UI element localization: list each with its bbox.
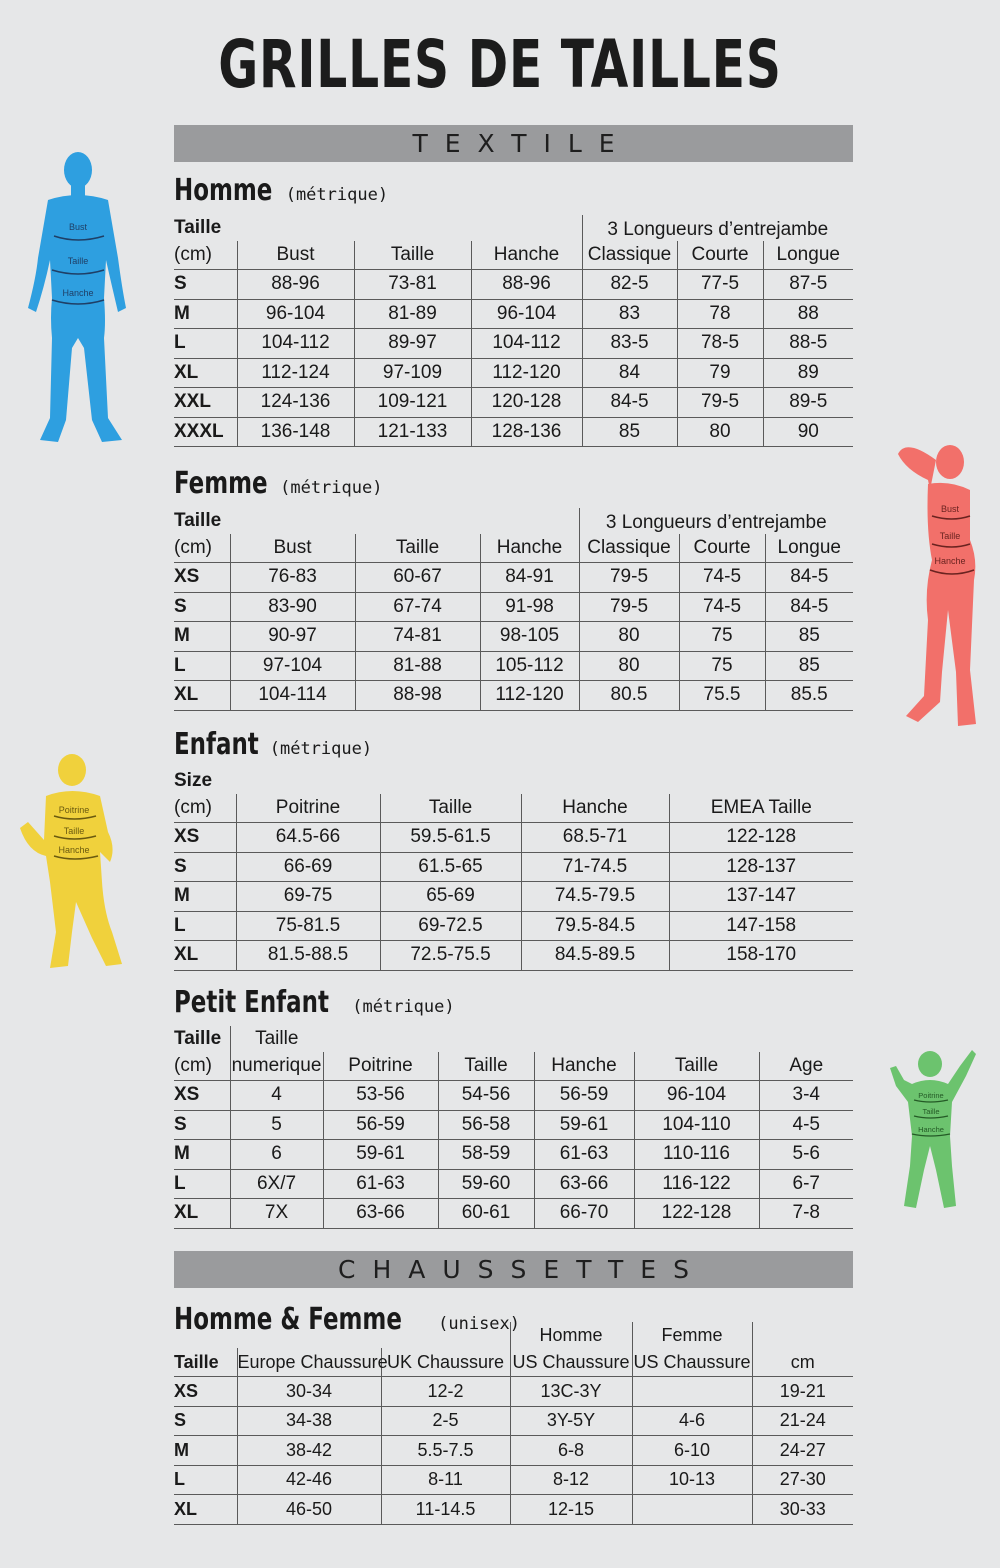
value-cell: 158-170 xyxy=(669,941,853,971)
value-cell: 79-5 xyxy=(579,563,679,593)
value-cell: 128-137 xyxy=(669,852,853,882)
value-cell: 112-124 xyxy=(237,358,354,388)
table-header-row xyxy=(174,508,853,534)
page-title: GRILLES DE TAILLES xyxy=(218,26,782,103)
value-cell: 2-5 xyxy=(381,1406,510,1436)
enfant-section-title xyxy=(174,727,372,762)
header-group-cell: 3 Longueurs d’entrejambe xyxy=(582,215,853,241)
value-cell: 85.5 xyxy=(765,681,853,711)
value-cell: 81.5-88.5 xyxy=(236,941,380,971)
value-cell: 80 xyxy=(677,417,763,447)
size-label-cell: XXL xyxy=(174,388,237,418)
value-cell: 56-59 xyxy=(534,1081,634,1111)
value-cell: 7X xyxy=(230,1199,323,1229)
man-figure-icon xyxy=(22,148,134,448)
value-cell: 84 xyxy=(582,358,677,388)
value-cell: 84-5 xyxy=(765,592,853,622)
value-cell: 75.5 xyxy=(679,681,765,711)
value-cell: 59-60 xyxy=(438,1169,534,1199)
value-cell: 75 xyxy=(679,651,765,681)
value-cell: 13C-3Y xyxy=(510,1377,632,1407)
textile-band xyxy=(174,125,853,162)
value-cell: 80.5 xyxy=(579,681,679,711)
homme-size-table xyxy=(174,215,853,447)
header-cell: numerique xyxy=(230,1052,323,1081)
value-cell: 112-120 xyxy=(480,681,579,711)
table-row xyxy=(174,622,853,652)
petit-enfant-title: Petit Enfant xyxy=(174,985,329,1020)
table-row xyxy=(174,358,853,388)
header-cell: Courte xyxy=(677,241,763,270)
chaussettes-size-table xyxy=(174,1322,853,1525)
value-cell: 124-136 xyxy=(237,388,354,418)
table-row xyxy=(174,1110,853,1140)
value-cell: 4-5 xyxy=(759,1110,853,1140)
value-cell: 3-4 xyxy=(759,1081,853,1111)
header-cell: (cm) xyxy=(174,1052,230,1081)
size-label-cell: XS xyxy=(174,823,236,853)
value-cell: 88-98 xyxy=(355,681,480,711)
value-cell: 64.5-66 xyxy=(236,823,380,853)
table-row xyxy=(174,681,853,711)
value-cell: 137-147 xyxy=(669,882,853,912)
value-cell: 74-81 xyxy=(355,622,480,652)
value-cell: 84.5-89.5 xyxy=(521,941,669,971)
value-cell: 89 xyxy=(763,358,853,388)
size-label-cell: S xyxy=(174,592,230,622)
value-cell: 10-13 xyxy=(632,1465,752,1495)
size-label-cell: L xyxy=(174,651,230,681)
table-row xyxy=(174,563,853,593)
table-row xyxy=(174,270,853,300)
femme-size-table xyxy=(174,508,853,711)
value-cell: 81-88 xyxy=(355,651,480,681)
table-row xyxy=(174,823,853,853)
petit-enfant-subtitle: (métrique) xyxy=(352,997,455,1017)
chaussettes-band-label: CHAUSSETTES xyxy=(338,1255,706,1284)
value-cell: 69-72.5 xyxy=(380,911,521,941)
value-cell: 8-11 xyxy=(381,1465,510,1495)
child-hanche-label: Hanche xyxy=(58,845,90,855)
header-cell: Taille xyxy=(230,1026,323,1052)
header-cell: Hanche xyxy=(534,1052,634,1081)
size-label-cell: XS xyxy=(174,1377,237,1407)
femme-section-title xyxy=(174,466,382,501)
value-cell: 30-33 xyxy=(752,1495,853,1525)
table-header-row xyxy=(174,794,853,823)
value-cell: 136-148 xyxy=(237,417,354,447)
textile-band-label: TEXTILE xyxy=(412,129,632,158)
woman-bust-label: Bust xyxy=(940,504,960,514)
header-cell: Classique xyxy=(579,534,679,563)
table-row xyxy=(174,911,853,941)
value-cell: 59-61 xyxy=(534,1110,634,1140)
size-label-cell: L xyxy=(174,911,236,941)
value-cell: 4-6 xyxy=(632,1406,752,1436)
value-cell: 89-5 xyxy=(763,388,853,418)
value-cell: 85 xyxy=(765,622,853,652)
value-cell: 81-89 xyxy=(354,299,471,329)
value-cell: 5-6 xyxy=(759,1140,853,1170)
header-group-cell: 3 Longueurs d’entrejambe xyxy=(579,508,853,534)
table-header-row xyxy=(174,1348,853,1377)
value-cell: 79.5-84.5 xyxy=(521,911,669,941)
value-cell: 77-5 xyxy=(677,270,763,300)
header-cell: Bust xyxy=(230,534,355,563)
value-cell: 104-114 xyxy=(230,681,355,711)
table-row xyxy=(174,329,853,359)
value-cell: 12-2 xyxy=(381,1377,510,1407)
table-header-row xyxy=(174,1026,853,1052)
value-cell: 97-109 xyxy=(354,358,471,388)
value-cell: 66-69 xyxy=(236,852,380,882)
header-cell: Poitrine xyxy=(323,1052,438,1081)
header-cell: (cm) xyxy=(174,794,236,823)
header-cell: Age xyxy=(759,1052,853,1081)
header-cell: Taille xyxy=(174,510,222,531)
size-label-cell: M xyxy=(174,1436,237,1466)
value-cell: 88 xyxy=(763,299,853,329)
table-row xyxy=(174,1169,853,1199)
header-cell: US Chaussure xyxy=(510,1348,632,1377)
value-cell: 60-61 xyxy=(438,1199,534,1229)
table-row xyxy=(174,1199,853,1229)
value-cell: 69-75 xyxy=(236,882,380,912)
header-cell: Classique xyxy=(582,241,677,270)
value-cell: 79-5 xyxy=(579,592,679,622)
table-header-row xyxy=(174,534,853,563)
value-cell: 74-5 xyxy=(679,563,765,593)
value-cell: 6X/7 xyxy=(230,1169,323,1199)
header-cell: Courte xyxy=(679,534,765,563)
femme-subtitle: (métrique) xyxy=(280,478,383,498)
value-cell: 53-56 xyxy=(323,1081,438,1111)
value-cell: 5.5-7.5 xyxy=(381,1436,510,1466)
header-cell: Homme xyxy=(510,1322,632,1348)
value-cell: 75-81.5 xyxy=(236,911,380,941)
value-cell: 89-97 xyxy=(354,329,471,359)
size-label-cell: M xyxy=(174,1140,230,1170)
woman-figure-icon xyxy=(866,440,978,732)
size-label-cell: S xyxy=(174,1406,237,1436)
woman-taille-label: Taille xyxy=(939,531,961,541)
value-cell: 96-104 xyxy=(471,299,582,329)
enfant-size-table xyxy=(174,768,853,971)
chaussettes-band xyxy=(174,1251,853,1288)
enfant-title: Enfant xyxy=(174,727,259,762)
size-label-cell: XL xyxy=(174,358,237,388)
header-cell: Femme xyxy=(632,1322,752,1348)
value-cell: 90 xyxy=(763,417,853,447)
value-cell: 91-98 xyxy=(480,592,579,622)
table-row xyxy=(174,1377,853,1407)
value-cell: 6-7 xyxy=(759,1169,853,1199)
chaussettes-title: Homme & Femme xyxy=(174,1302,402,1337)
value-cell: 30-34 xyxy=(237,1377,381,1407)
value-cell: 38-42 xyxy=(237,1436,381,1466)
homme-section-title xyxy=(174,173,388,208)
value-cell: 83-5 xyxy=(582,329,677,359)
child-figure-icon xyxy=(16,752,128,978)
header-cell: Taille xyxy=(634,1052,759,1081)
table-row xyxy=(174,299,853,329)
value-cell: 109-121 xyxy=(354,388,471,418)
size-label-cell: S xyxy=(174,1110,230,1140)
toddler-taille-label: Taille xyxy=(922,1107,940,1116)
value-cell: 65-69 xyxy=(380,882,521,912)
value-cell: 88-5 xyxy=(763,329,853,359)
header-cell: Hanche xyxy=(521,794,669,823)
value-cell: 58-59 xyxy=(438,1140,534,1170)
table-row xyxy=(174,592,853,622)
value-cell: 87-5 xyxy=(763,270,853,300)
petit-enfant-size-table xyxy=(174,1026,853,1229)
value-cell: 66-70 xyxy=(534,1199,634,1229)
value-cell: 96-104 xyxy=(634,1081,759,1111)
homme-title: Homme xyxy=(174,173,273,208)
header-cell: Taille xyxy=(174,217,222,238)
table-row xyxy=(174,1140,853,1170)
header-cell: Taille xyxy=(354,241,471,270)
header-cell: Taille xyxy=(355,534,480,563)
petit-enfant-section-title xyxy=(174,985,455,1020)
value-cell: 128-136 xyxy=(471,417,582,447)
value-cell: 71-74.5 xyxy=(521,852,669,882)
value-cell: 104-110 xyxy=(634,1110,759,1140)
value-cell: 27-30 xyxy=(752,1465,853,1495)
man-bust-label: Bust xyxy=(68,222,88,232)
value-cell: 61.5-65 xyxy=(380,852,521,882)
table-header-row xyxy=(174,1322,853,1348)
value-cell: 11-14.5 xyxy=(381,1495,510,1525)
child-taille-label: Taille xyxy=(63,826,85,836)
value-cell: 98-105 xyxy=(480,622,579,652)
value-cell: 21-24 xyxy=(752,1406,853,1436)
value-cell: 122-128 xyxy=(634,1199,759,1229)
table-header-row xyxy=(174,1052,853,1081)
man-taille-label: Taille xyxy=(67,256,89,266)
table-row xyxy=(174,1436,853,1466)
table-header-row xyxy=(174,215,853,241)
header-cell: (cm) xyxy=(174,241,237,270)
homme-subtitle: (métrique) xyxy=(285,185,389,205)
value-cell: 60-67 xyxy=(355,563,480,593)
value-cell: 83 xyxy=(582,299,677,329)
value-cell: 12-15 xyxy=(510,1495,632,1525)
value-cell: 83-90 xyxy=(230,592,355,622)
table-row xyxy=(174,651,853,681)
child-poitrine-label: Poitrine xyxy=(58,805,90,815)
value-cell: 56-58 xyxy=(438,1110,534,1140)
man-hanche-label: Hanche xyxy=(62,288,94,298)
toddler-hanche-label: Hanche xyxy=(918,1125,944,1134)
header-cell: Hanche xyxy=(471,241,582,270)
size-label-cell: L xyxy=(174,1169,230,1199)
size-label-cell: S xyxy=(174,270,237,300)
table-row xyxy=(174,388,853,418)
value-cell: 84-5 xyxy=(582,388,677,418)
header-cell: Longue xyxy=(763,241,853,270)
table-row xyxy=(174,1495,853,1525)
size-label-cell: S xyxy=(174,852,236,882)
value-cell: 72.5-75.5 xyxy=(380,941,521,971)
value-cell: 24-27 xyxy=(752,1436,853,1466)
table-header-row xyxy=(174,768,853,794)
value-cell: 68.5-71 xyxy=(521,823,669,853)
header-cell: EMEA Taille xyxy=(669,794,853,823)
value-cell xyxy=(632,1377,752,1407)
value-cell: 84-5 xyxy=(765,563,853,593)
value-cell: 104-112 xyxy=(237,329,354,359)
value-cell: 67-74 xyxy=(355,592,480,622)
value-cell: 88-96 xyxy=(471,270,582,300)
size-label-cell: XL xyxy=(174,681,230,711)
value-cell: 74-5 xyxy=(679,592,765,622)
header-cell: UK Chaussure xyxy=(381,1348,510,1377)
size-label-cell: M xyxy=(174,882,236,912)
header-cell: Hanche xyxy=(480,534,579,563)
value-cell: 75 xyxy=(679,622,765,652)
value-cell: 73-81 xyxy=(354,270,471,300)
value-cell: 46-50 xyxy=(237,1495,381,1525)
value-cell: 5 xyxy=(230,1110,323,1140)
size-label-cell: XS xyxy=(174,1081,230,1111)
value-cell: 147-158 xyxy=(669,911,853,941)
enfant-subtitle: (métrique) xyxy=(269,739,373,759)
value-cell: 34-38 xyxy=(237,1406,381,1436)
size-label-cell: XL xyxy=(174,1199,230,1229)
chaussettes-subtitle: (unisex) xyxy=(438,1314,521,1334)
table-row xyxy=(174,1465,853,1495)
value-cell: 104-112 xyxy=(471,329,582,359)
table-row xyxy=(174,882,853,912)
size-label-cell: XL xyxy=(174,1495,237,1525)
value-cell: 79 xyxy=(677,358,763,388)
value-cell: 80 xyxy=(579,622,679,652)
size-label-cell: XXXL xyxy=(174,417,237,447)
value-cell: 122-128 xyxy=(669,823,853,853)
table-row xyxy=(174,1081,853,1111)
value-cell: 82-5 xyxy=(582,270,677,300)
table-row xyxy=(174,941,853,971)
woman-hanche-label: Hanche xyxy=(934,556,966,566)
value-cell: 97-104 xyxy=(230,651,355,681)
size-label-cell: XS xyxy=(174,563,230,593)
value-cell: 4 xyxy=(230,1081,323,1111)
size-label-cell: M xyxy=(174,299,237,329)
toddler-poitrine-label: Poitrine xyxy=(918,1091,944,1100)
value-cell: 116-122 xyxy=(634,1169,759,1199)
value-cell: 61-63 xyxy=(323,1169,438,1199)
value-cell: 84-91 xyxy=(480,563,579,593)
header-cell: Longue xyxy=(765,534,853,563)
header-cell: Taille xyxy=(380,794,521,823)
header-cell: Taille xyxy=(438,1052,534,1081)
value-cell: 105-112 xyxy=(480,651,579,681)
value-cell: 7-8 xyxy=(759,1199,853,1229)
table-row xyxy=(174,852,853,882)
value-cell: 110-116 xyxy=(634,1140,759,1170)
value-cell: 6 xyxy=(230,1140,323,1170)
toddler-figure-icon xyxy=(886,1046,978,1216)
value-cell: 79-5 xyxy=(677,388,763,418)
value-cell: 112-120 xyxy=(471,358,582,388)
size-label-cell: XL xyxy=(174,941,236,971)
value-cell xyxy=(632,1495,752,1525)
value-cell: 78-5 xyxy=(677,329,763,359)
value-cell: 19-21 xyxy=(752,1377,853,1407)
value-cell: 63-66 xyxy=(323,1199,438,1229)
value-cell: 120-128 xyxy=(471,388,582,418)
size-label-cell: L xyxy=(174,1465,237,1495)
header-cell: US Chaussure xyxy=(632,1348,752,1377)
header-cell: cm xyxy=(752,1348,853,1377)
value-cell: 61-63 xyxy=(534,1140,634,1170)
size-label-cell: M xyxy=(174,622,230,652)
value-cell: 63-66 xyxy=(534,1169,634,1199)
value-cell: 121-133 xyxy=(354,417,471,447)
value-cell: 88-96 xyxy=(237,270,354,300)
value-cell: 54-56 xyxy=(438,1081,534,1111)
value-cell: 85 xyxy=(582,417,677,447)
value-cell: 56-59 xyxy=(323,1110,438,1140)
value-cell: 59.5-61.5 xyxy=(380,823,521,853)
value-cell: 76-83 xyxy=(230,563,355,593)
value-cell: 42-46 xyxy=(237,1465,381,1495)
value-cell: 78 xyxy=(677,299,763,329)
value-cell: 8-12 xyxy=(510,1465,632,1495)
header-cell: (cm) xyxy=(174,534,230,563)
value-cell: 6-10 xyxy=(632,1436,752,1466)
value-cell: 96-104 xyxy=(237,299,354,329)
table-header-row xyxy=(174,241,853,270)
header-cell: Bust xyxy=(237,241,354,270)
value-cell: 6-8 xyxy=(510,1436,632,1466)
header-cell: Poitrine xyxy=(236,794,380,823)
value-cell: 74.5-79.5 xyxy=(521,882,669,912)
size-label-cell: L xyxy=(174,329,237,359)
value-cell: 90-97 xyxy=(230,622,355,652)
table-row xyxy=(174,1406,853,1436)
value-cell: 3Y-5Y xyxy=(510,1406,632,1436)
header-cell: Size xyxy=(174,770,213,791)
value-cell: 85 xyxy=(765,651,853,681)
header-cell: Europe Chaussure xyxy=(237,1348,381,1377)
header-cell: Taille xyxy=(174,1028,222,1049)
femme-title: Femme xyxy=(174,466,268,501)
value-cell: 59-61 xyxy=(323,1140,438,1170)
value-cell: 80 xyxy=(579,651,679,681)
header-cell: Taille xyxy=(174,1348,237,1377)
table-row xyxy=(174,417,853,447)
